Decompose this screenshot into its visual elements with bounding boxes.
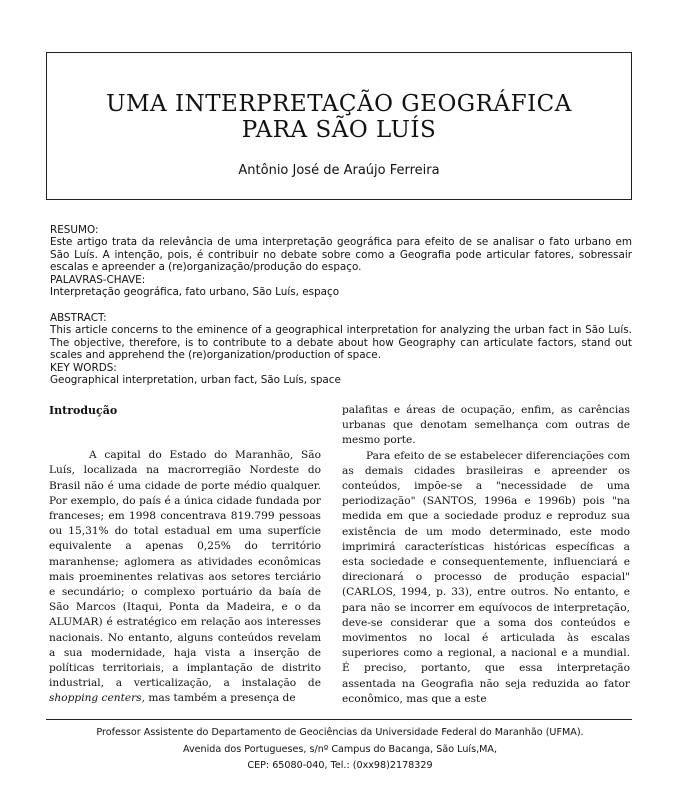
- footnote-line-1: Professor Assistente do Departamento de Geociências da Universidade Federal do Maranhão (UFMA).: [96, 727, 584, 738]
- abstract-section: [50, 312, 632, 386]
- palavras-chave-text: Interpretação geográfica, fato urbano, São Luís, espaço: [50, 286, 340, 299]
- heading-spacer: [49, 418, 321, 448]
- left-column: [49, 403, 321, 707]
- key-words-label: KEY WORDS:: [50, 361, 117, 374]
- intro-paragraph-1: [49, 448, 321, 706]
- author-footnote: [40, 725, 640, 775]
- right-column: [342, 403, 630, 707]
- author-name: Antônio José de Araújo Ferreira: [238, 163, 440, 178]
- key-words-text: Geographical interpretation, urban fact, São Luís, space: [50, 374, 341, 387]
- abstract-label: ABSTRACT:: [50, 312, 107, 324]
- footnote-divider: [46, 719, 632, 720]
- article-title: [47, 91, 631, 143]
- resumo-label: RESUMO:: [50, 224, 99, 236]
- title-box: [46, 52, 632, 200]
- palavras-chave-label: PALAVRAS-CHAVE:: [50, 273, 146, 286]
- resumo-section: [50, 224, 632, 298]
- footnote-line-3: CEP: 65080-040, Tel.: (0xx98)2178329: [247, 760, 433, 771]
- title-line-2: PARA SÃO LUÍS: [241, 117, 437, 143]
- footnote-line-2: Avenida dos Portugueses, s/nº Campus do Bacanga, São Luís,MA,: [182, 743, 498, 755]
- title-line-1: UMA INTERPRETAÇÃO GEOGRÁFICA: [106, 91, 572, 117]
- intro-text-part-2: mas também a presença de: [144, 692, 296, 705]
- intro-text-part-1: A capital do Estado do Maranhão, São Luís, localizada na macrorregião Nordeste do Brasil não é uma cidade de porte médio qualquer. Por exemplo, do país é a única cidade fundada por franceses; em 1998 concentrava 819.799 pessoas ou 15,31% do total estadual em uma superfície equivalente a apenas 0,25% do território maranhense; aglomera as atividades econômicas mais proeminentes relativas aos setores terciário e secundário; o complexo portuário da baía de São Marcos (Itaqui, Ponta da Madeira, e o da ALUMAR) é estratégico em relação aos interesses nacionais. No entanto, alguns conteúdos revelam a sua modernidade, haja vista a inserção de políticas territoriais, a implantação de distrito industrial, a verticalização, a instalação de: [49, 449, 321, 690]
- intro-paragraph-2: Para efeito de se estabelecer diferenciações com as demais cidades brasileiras e apreender os conteúdos, impõe-se a "necessidade de uma periodização" (SANTOS, 1996a e 1996b) pois "na medida em que a sociedade produz e reproduz sua existência de um modo determinado, este modo imprimirá características históricas específicas a esta sociedade e consequentemente, influenciará e direcionará o processo de produção espacial" (CARLOS, 1994, p. 33), entre outros. No entanto, e para não se incorrer em equívocos de interpretação, deve-se considerar que a soma dos conteúdos e movimentos no local é articulada às escalas superiores como a regional, a nacional e a mundial. É preciso, portanto, que essa interpretação assentada na Geografia não seja reduzida ao fator econômico, mas que a este: [342, 449, 630, 705]
- section-heading: Introdução: [49, 404, 118, 417]
- abstract-text: This article concerns to the eminence of a geographical interpretation for analyzing the urban fact in São Luís. The objective, therefore, is to contribute to a debate about how Geography can articulate factors, stand out scales and apprehend the (re)organization/production of space.: [50, 324, 632, 362]
- paragraph-continuation: palafitas e áreas de ocupação, enfim, as carências urbanas que denotam semelhança com outras de mesmo porte.: [342, 404, 630, 447]
- resumo-text: Este artigo trata da relevância de uma interpretação geográfica para efeito de se analisar o fato urbano em São Luís. A intenção, pois, é contribuir no debate sobre como a Geografia pode articular fatores, sobressair escalas e apreender a (re)organização/produção do espaço.: [50, 236, 632, 274]
- intro-italic-term: shopping centers,: [49, 692, 145, 705]
